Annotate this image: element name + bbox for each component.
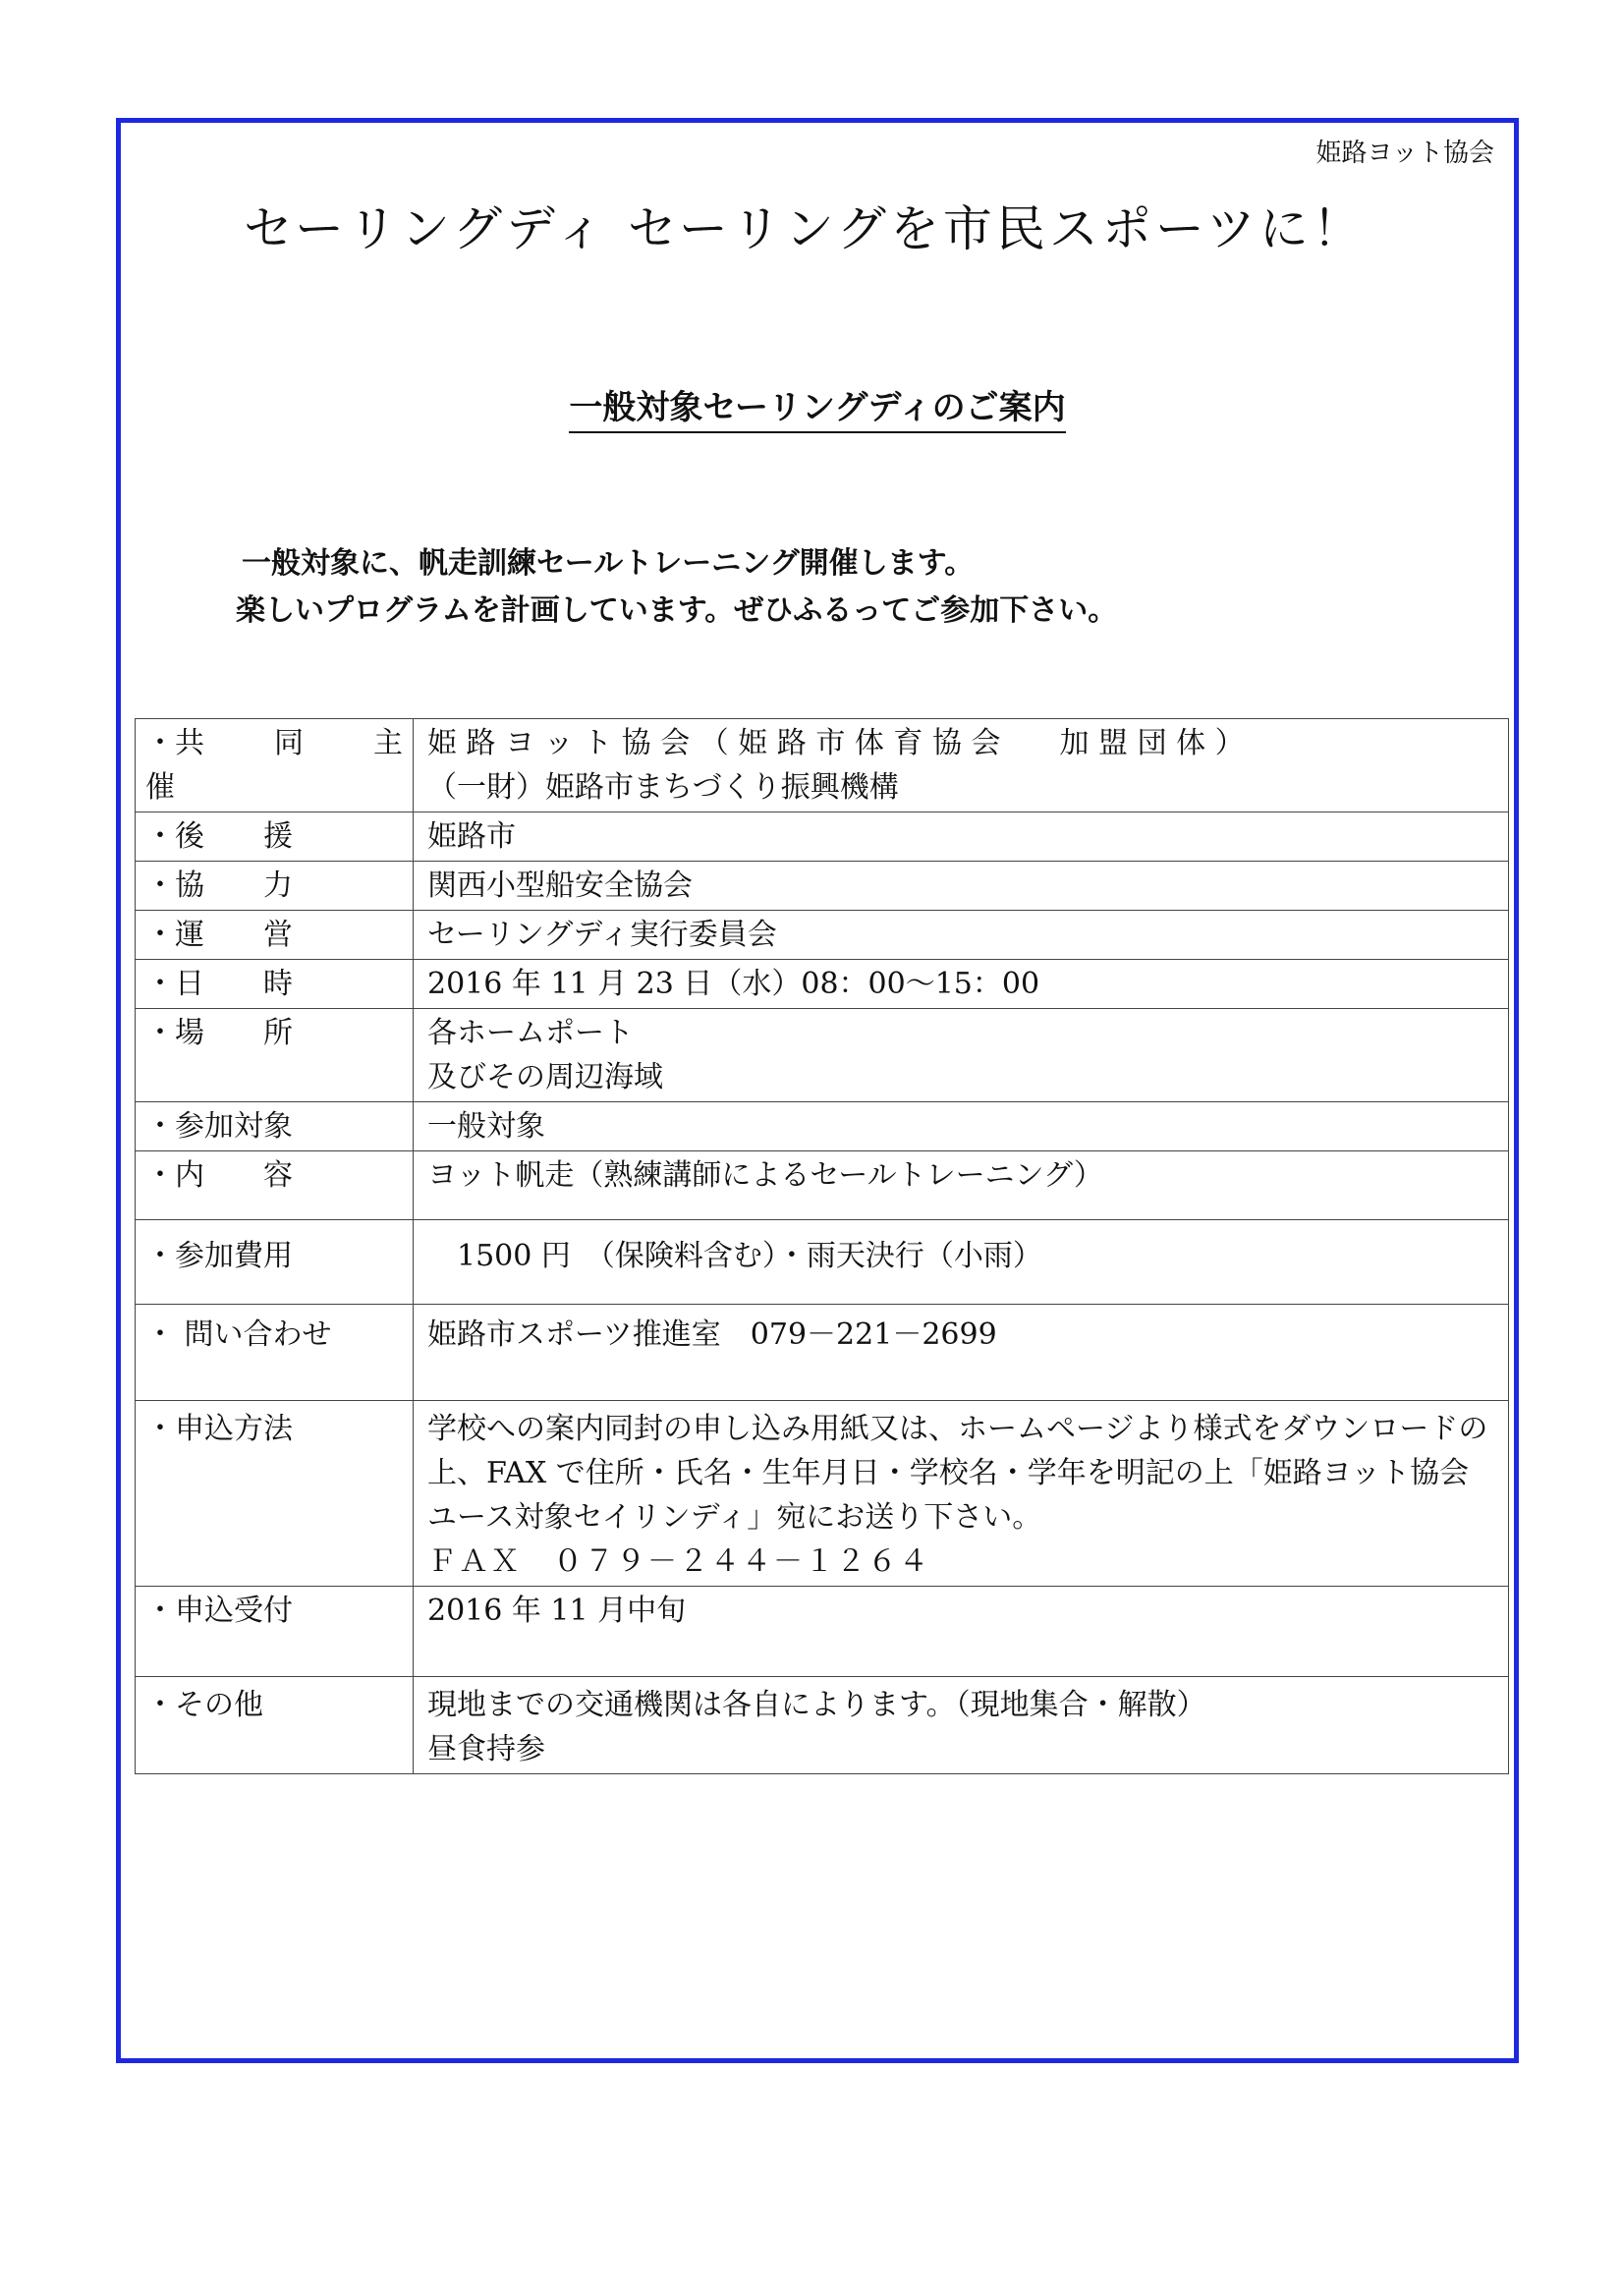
row-value: [414, 1151, 1509, 1220]
row-value: [414, 1677, 1509, 1774]
table-row: [136, 911, 1509, 960]
row-label: ・参加費用: [136, 1220, 414, 1305]
row-value: [414, 1401, 1509, 1587]
value-line: 現地までの交通機関は各自によります。（現地集合・解散）: [427, 1688, 1206, 1722]
table-row: [136, 719, 1509, 812]
row-value: [414, 1220, 1509, 1305]
table-row: [136, 1677, 1509, 1774]
row-label: [136, 719, 414, 812]
intro-line-1: 一般対象に、帆走訓練セールトレーニング開催します。: [242, 546, 975, 581]
value-line-fax: ＦＡＸ ０７９－２４４－１２６４: [427, 1544, 930, 1579]
value-line: 2016 年 11 月中旬: [427, 1594, 687, 1628]
row-label: ・運 営: [136, 911, 414, 960]
main-title: セーリングディ セーリングを市民スポーツに！: [244, 200, 1366, 257]
value-line: 昼食持参: [427, 1732, 545, 1766]
table-row: [136, 1102, 1509, 1151]
label-cohost-c: 主: [373, 726, 403, 760]
value-paragraph: 学校への案内同封の申し込み用紙又は、ホームページより様式をダウンロードの上、FAX で住所・氏名・生年月日・学校名・学年を明記の上「姫路ヨット協会 ユース対象セイリンディ」宛にお送り下さい。: [427, 1412, 1499, 1535]
subtitle: [121, 380, 1514, 428]
table-row: [136, 1587, 1509, 1677]
intro-text: [236, 540, 1117, 635]
label-cohost-d: 催: [145, 770, 175, 805]
intro-line-2: 楽しいプログラムを計画しています。ぜひふるってご参加下さい。: [236, 593, 1118, 628]
value-line: 2016 年 11 月 23 日（水）08：00〜15：00: [427, 967, 1040, 1001]
table-row: [136, 1009, 1509, 1102]
event-info-table: [135, 718, 1509, 1774]
row-value: [414, 960, 1509, 1009]
row-label: ・内 容: [136, 1151, 414, 1220]
value-line: ヨット帆走（熟練講師によるセールトレーニング）: [427, 1158, 1103, 1193]
row-label: ・その他: [136, 1677, 414, 1774]
value-line: 関西小型船安全協会: [427, 868, 693, 903]
row-label: ・場 所: [136, 1009, 414, 1102]
label-cohost-b: 同: [274, 726, 304, 760]
value-line: セーリングディ実行委員会: [427, 918, 777, 952]
document-frame: [116, 118, 1519, 2063]
row-label: ・申込方法: [136, 1401, 414, 1587]
table-row: [136, 1151, 1509, 1220]
table-row: [136, 1401, 1509, 1587]
value-line: 一般対象: [427, 1109, 545, 1144]
table-row: [136, 1220, 1509, 1305]
row-value: [414, 862, 1509, 911]
row-label: ・参加対象: [136, 1102, 414, 1151]
value-line: 姫路市: [427, 819, 516, 854]
row-value: [414, 1305, 1509, 1401]
table-row: [136, 1305, 1509, 1401]
row-label: ・日 時: [136, 960, 414, 1009]
value-line: 姫 路 ヨ ッ ト 協 会 （ 姫 路 市 体 育 協 会 加 盟 団 体 ）: [427, 726, 1245, 760]
row-value: [414, 1587, 1509, 1677]
value-line: 及びその周辺海域: [427, 1060, 663, 1094]
value-line: （一財）姫路市まちづくり振興機構: [427, 770, 899, 805]
row-label: ・後 援: [136, 812, 414, 862]
label-cohost-a: ・共: [145, 726, 204, 760]
row-label: ・協 力: [136, 862, 414, 911]
row-label: ・ 問い合わせ: [136, 1305, 414, 1401]
label-cohost-line: [145, 721, 403, 765]
value-line: 1500 円 （保険料含む）・雨天決行（小雨）: [427, 1239, 1042, 1273]
table-row: [136, 862, 1509, 911]
org-name-header: 姫路ヨット協会: [1315, 139, 1494, 168]
value-line: 各ホームポート: [427, 1016, 634, 1050]
row-value: [414, 719, 1509, 812]
table-row: [136, 960, 1509, 1009]
row-value: [414, 911, 1509, 960]
row-value: [414, 1009, 1509, 1102]
subtitle-text: 一般対象セーリングディのご案内: [569, 388, 1065, 433]
row-value: [414, 812, 1509, 862]
value-line: 姫路市スポーツ推進室 079－221－2699: [427, 1317, 997, 1352]
row-value: [414, 1102, 1509, 1151]
table-row: [136, 812, 1509, 862]
row-label: ・申込受付: [136, 1587, 414, 1677]
